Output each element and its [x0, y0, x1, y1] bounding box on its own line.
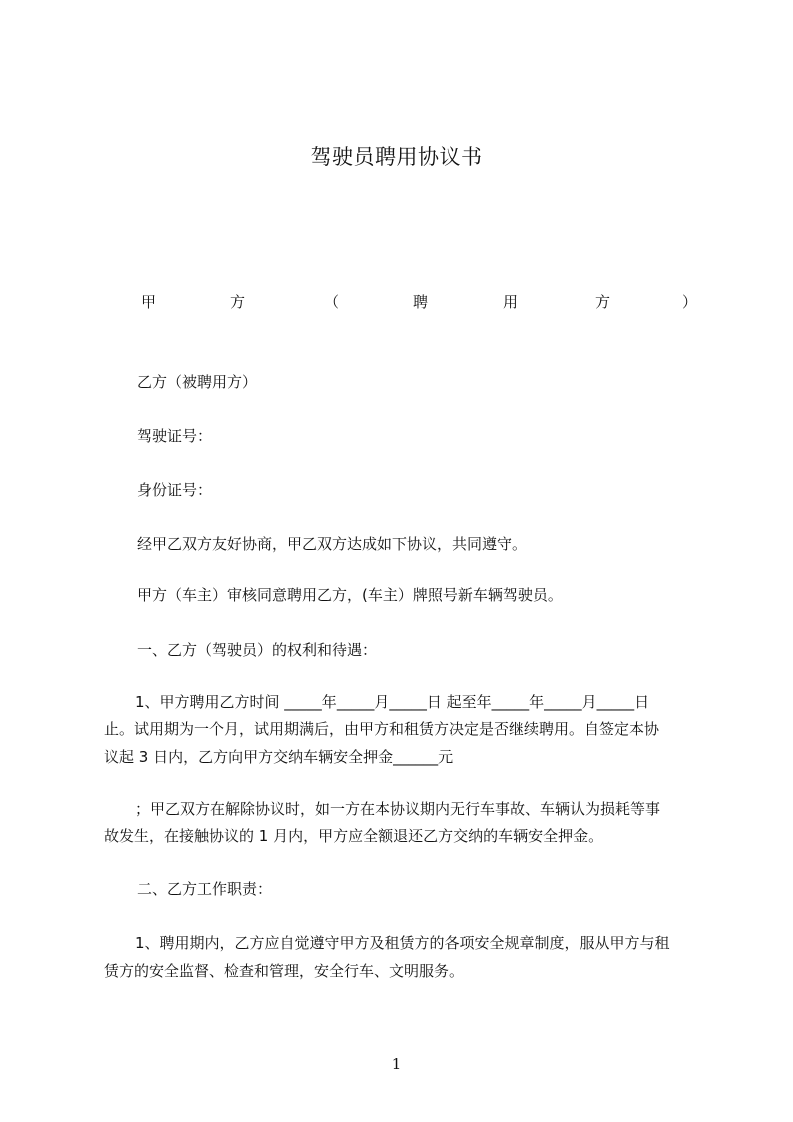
section-1-item-1-line-2: 止。试用期为一个月，试用期满后，由甲方和租赁方决定是否继续聘用。自签定本协	[104, 720, 660, 738]
document-title: 驾驶员聘用协议书	[310, 145, 483, 169]
intro-paragraph: 经甲乙双方友好协商，甲乙双方达成如下协议，共同遵守。	[137, 535, 528, 553]
party-a-char-6: 方	[595, 293, 611, 311]
party-b-line: 乙方（被聘用方）	[137, 373, 258, 391]
page-number: 1	[391, 1055, 402, 1073]
hire-statement-paragraph: 甲方（车主）审核同意聘用乙方，(车主）牌照号新车辆驾驶员。	[137, 586, 563, 604]
section-2-item-1-line-1: 1、聘用期内，乙方应自觉遵守甲方及租赁方的各项安全规章制度，服从甲方与租	[135, 934, 670, 952]
party-a-line	[137, 291, 698, 313]
section-1-item-2-line-2: 故发生，在接触协议的 1 月内，甲方应全额退还乙方交纳的车辆安全押金。	[104, 827, 604, 845]
party-a-char-3: （	[324, 293, 340, 311]
section-1-item-1-line-3: 议起 3 日内，乙方向甲方交纳车辆安全押金______元	[104, 748, 454, 766]
party-a-char-4: 聘	[413, 293, 429, 311]
license-number-line: 驾驶证号：	[137, 427, 213, 445]
section-2-heading: 二、乙方工作职责：	[137, 880, 273, 898]
id-number-line: 身份证号：	[137, 481, 213, 499]
party-a-char-2: 方	[230, 293, 246, 311]
section-2-item-1-line-2: 赁方的安全监督、检查和管理，安全行车、文明服务。	[104, 962, 465, 980]
section-1-item-1-line-1: 1、甲方聘用乙方时间 _____年_____月_____日 起至年_____年_____月_____日	[135, 693, 650, 711]
party-a-char-1: 甲	[141, 293, 157, 311]
party-a-char-5: 用	[503, 293, 519, 311]
party-a-char-7: ）	[682, 293, 698, 311]
section-1-item-2-line-1: ；甲乙双方在解除协议时，如一方在本协议期内无行车事故、车辆认为损耗等事	[135, 800, 661, 818]
section-1-heading: 一、乙方（驾驶员）的权利和待遇：	[137, 641, 378, 659]
